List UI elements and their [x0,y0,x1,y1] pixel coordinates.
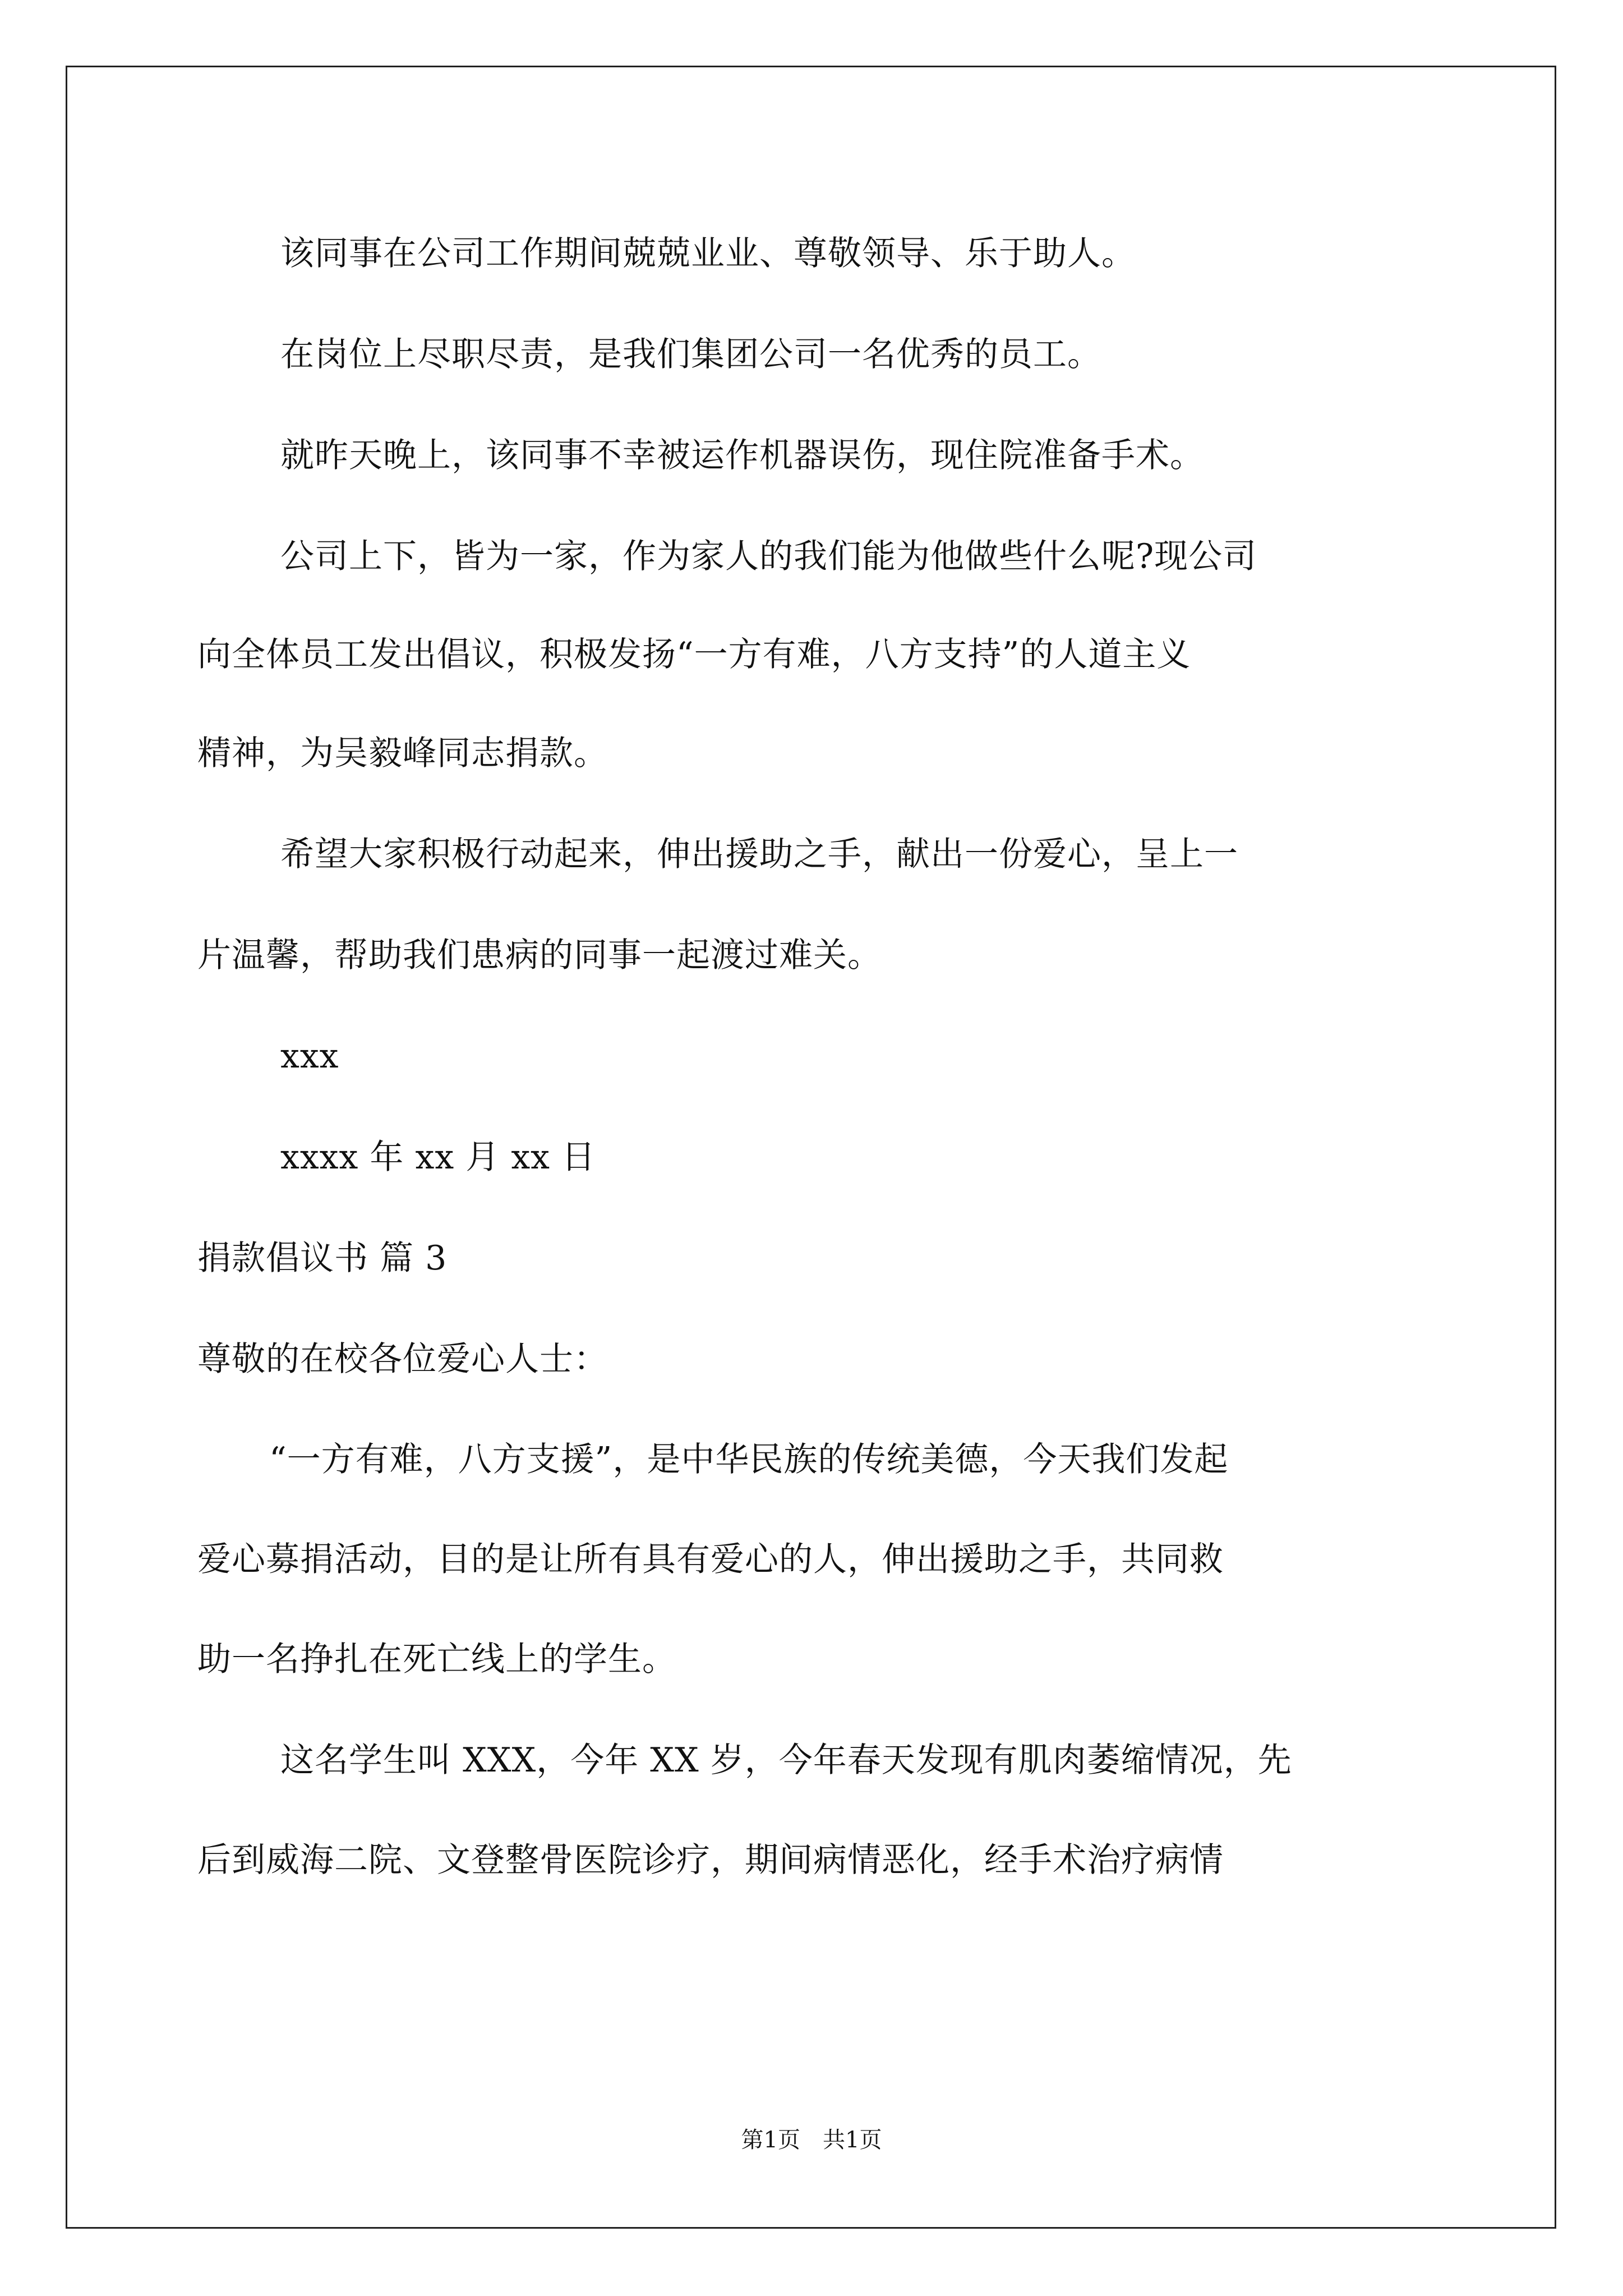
paragraph-line: 助一名挣扎在死亡线上的学生。 [197,1640,676,1679]
paragraph-line: “一方有难，八方支援”，是中华民族的传统美德，今天我们发起 [269,1440,1229,1479]
paragraph-line: 该同事在公司工作期间兢兢业业、尊敬领导、乐于助人。 [280,234,1136,273]
page-number: 第1页 [741,2127,800,2153]
paragraph-line: 就昨天晚上，该同事不幸被运作机器误伤，现住院准备手术。 [280,436,1204,475]
signature-name: xxx [280,1037,339,1076]
section-heading: 捐款倡议书 篇 3 [197,1239,448,1278]
signature-date: xxxx 年 xx 月 xx 日 [280,1138,596,1177]
paragraph-line: 公司上下，皆为一家，作为家人的我们能为他做些什么呢?现公司 [280,537,1257,576]
page-footer [0,2126,1623,2154]
paragraph-line: 精神，为吴毅峰同志捐款。 [197,734,608,773]
page-total: 共1页 [823,2127,882,2153]
paragraph-line: 片温馨，帮助我们患病的同事一起渡过难关。 [197,936,882,975]
paragraph-line: 这名学生叫 XXX，今年 XX 岁，今年春天发现有肌肉萎缩情况，先 [280,1741,1292,1780]
paragraph-line: 后到威海二院、文登整骨医院诊疗，期间病情恶化，经手术治疗病情 [197,1841,1224,1880]
paragraph-line: 向全体员工发出倡议，积极发扬“一方有难，八方支持”的人道主义 [197,635,1191,674]
salutation: 尊敬的在校各位爱心人士： [197,1340,608,1379]
paragraph-line: 希望大家积极行动起来，伸出援助之手，献出一份爱心，呈上一 [280,835,1238,874]
paragraph-line: 在岗位上尽职尽责，是我们集团公司一名优秀的员工。 [280,335,1101,374]
paragraph-line: 爱心募捐活动，目的是让所有具有爱心的人，伸出援助之手，共同救 [197,1540,1224,1579]
